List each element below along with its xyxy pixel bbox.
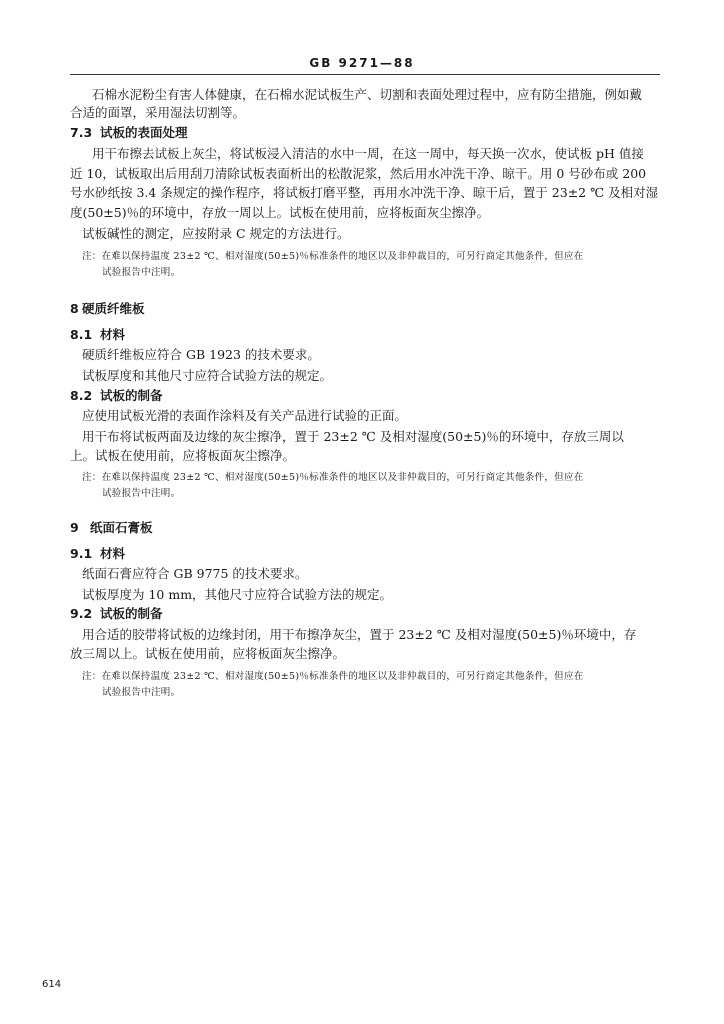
section-heading-8 [70, 301, 145, 317]
section-title: 试板的制备 [100, 388, 163, 403]
note-line: 注：在难以保持温度 23±2 ℃、相对湿度(50±5)％标准条件的地区以及非仲裁目的，可另行商定其他条件，但应在 [82, 472, 584, 483]
section-heading-8-2 [70, 388, 163, 404]
paragraph-line: 度(50±5)％的环境中，存放一周以上。试板在使用前，应将板面灰尘擦净。 [70, 205, 490, 220]
paragraph-line: 用干布将试板两面及边缘的灰尘擦净，置于 23±2 ℃ 及相对湿度(50±5)％的环境中，存放三周以 [82, 429, 624, 444]
note-line: 注：在难以保持温度 23±2 ℃、相对湿度(50±5)％标准条件的地区以及非仲裁目的，可另行商定其他条件，但应在 [82, 671, 584, 682]
paragraph-line: 试板厚度为 10 mm，其他尺寸应符合试验方法的规定。 [82, 587, 393, 602]
paragraph-line: 硬质纤维板应符合 GB 1923 的技术要求。 [82, 347, 320, 362]
note-line: 试验报告中注明。 [102, 267, 181, 278]
section-title: 材料 [100, 327, 126, 342]
header-rule [70, 74, 660, 75]
section-number: 8.2 [70, 388, 93, 403]
paragraph-line: 近 10，试板取出后用刮刀清除试板表面析出的松散泥浆，然后用水冲洗干净、晾干。用 0 号砂布或 200 [70, 166, 647, 181]
section-title: 硬质纤维板 [82, 301, 145, 316]
note-line: 试验报告中注明。 [102, 687, 181, 698]
section-title: 纸面石膏板 [90, 520, 153, 535]
paragraph-line: 号水砂纸按 3.4 条规定的操作程序，将试板打磨平整，再用水冲洗干净、晾干后，置于 23±2 ℃ 及相对湿 [70, 185, 659, 200]
section-heading-7-3 [70, 125, 188, 141]
note-line: 注：在难以保持温度 23±2 ℃、相对湿度(50±5)％标准条件的地区以及非仲裁目的，可另行商定其他条件，但应在 [82, 251, 584, 262]
paragraph-line: 上。试板在使用前，应将板面灰尘擦净。 [70, 448, 296, 463]
paragraph-line: 试板厚度和其他尺寸应符合试验方法的规定。 [82, 368, 333, 383]
paragraph-line: 放三周以上。试板在使用前，应将板面灰尘擦净。 [70, 646, 346, 661]
section-number: 9 [70, 520, 79, 535]
section-number: 9.1 [70, 546, 93, 561]
paragraph-line: 合适的面罩，采用湿法切割等。 [70, 105, 246, 120]
paragraph-line: 应使用试板光滑的表面作涂料及有关产品进行试验的正面。 [82, 408, 408, 423]
paragraph-line: 试板碱性的测定，应按附录 C 规定的方法进行。 [82, 226, 350, 241]
document-header: GB 9271—88 [309, 56, 415, 70]
section-number: 8.1 [70, 327, 93, 342]
section-number: 9.2 [70, 606, 93, 621]
page-number: 614 [42, 979, 62, 990]
section-heading-9-1 [70, 546, 125, 562]
section-heading-8-1 [70, 327, 125, 343]
paragraph-line: 石棉水泥粉尘有害人体健康，在石棉水泥试板生产、切割和表面处理过程中，应有防尘措施，例如戴 [92, 87, 643, 102]
section-title: 试板的表面处理 [100, 125, 188, 140]
paragraph-line: 用干布擦去试板上灰尘，将试板浸入清洁的水中一周，在这一周中，每天换一次水，使试板 pH 值接 [92, 146, 644, 161]
section-heading-9-2 [70, 606, 163, 622]
section-heading-9 [70, 520, 153, 536]
note-line: 试验报告中注明。 [102, 488, 181, 499]
paragraph-line: 纸面石膏应符合 GB 9775 的技术要求。 [82, 566, 308, 581]
paragraph-line: 用合适的胶带将试板的边缘封闭，用干布擦净灰尘，置于 23±2 ℃ 及相对湿度(50±5)％环境中，存 [82, 627, 637, 642]
section-number: 8 [70, 301, 79, 316]
section-number: 7.3 [70, 125, 93, 140]
section-title: 材料 [100, 546, 126, 561]
section-title: 试板的制备 [100, 606, 163, 621]
